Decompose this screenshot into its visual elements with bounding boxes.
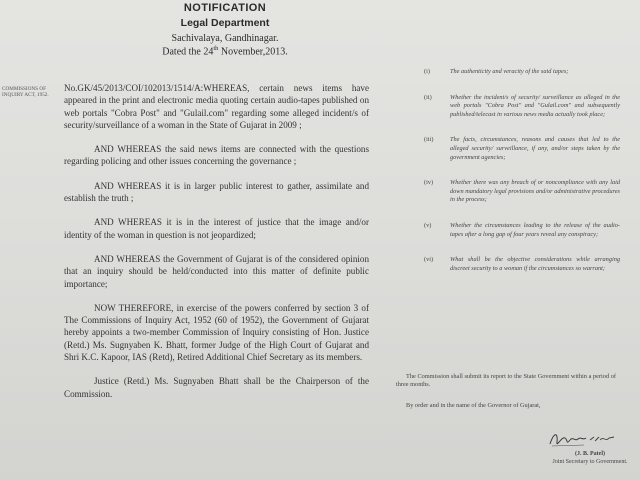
signer-block	[550, 451, 630, 467]
notification-header	[120, 2, 330, 57]
closing-block	[396, 373, 616, 422]
term-text: The authenticity and veracity of the said tapes;	[450, 68, 569, 75]
margin-note: COMMISSIONS OF INQUIRY ACT, 1952.	[2, 86, 49, 99]
term-number: (vi)	[424, 256, 434, 264]
signer-title: Joint Secretary to Government.	[552, 458, 628, 465]
reference-number: No.GK/45/2013/COI/102013/1514/A:	[64, 83, 204, 93]
issuing-place: Sachivalaya, Gandhinagar.	[171, 33, 279, 44]
term-item	[424, 68, 620, 77]
term-number: (iv)	[424, 179, 434, 187]
term-item	[424, 94, 620, 120]
date-prefix: Dated the	[162, 46, 201, 58]
date-suffix: th	[213, 45, 219, 52]
term-text: The facts, circumstances, reasons and causes that led to the alleged security/ surveillance, if any, and/or steps taken by the government agencies;	[450, 136, 620, 161]
paragraph-2: AND WHEREAS the said news items are connected with the questions regarding policing and other issues concerning the governance ;	[64, 144, 369, 167]
term-text: Whether there was any breach of or noncompliance with any laid down mandatory legal provisions and/or administrative procedures in the process;	[450, 179, 621, 204]
paragraph-5: AND WHEREAS the Government of Gujarat is of the considered opinion that an inquiry should be held/conducted into this matter of definite public importance;	[64, 253, 369, 289]
term-text: Whether the incident/s of security/ surveillance as alleged in the web portals "Cobra Post" and "Gulail.com" and subsequently published/telecast in various news media actually took place;	[450, 93, 620, 118]
date-rest: November,2013.	[220, 46, 288, 58]
term-text: What shall be the objective considerations while arranging discreet security to a woman if the circumstances so warrant;	[450, 256, 620, 272]
paragraph-6: NOW THEREFORE, in exercise of the powers conferred by section 3 of The Commissions of Inquiry Act, 1952 (60 of 1952), the Government of Gujarat hereby appoints a two-member Commission of Inquiry consisting of Hon. Justice (Retd.) Ms. Sugnyaben K. Bhatt, former Judge of the High Court of Gujarat and Shri K.C. Kapoor, IAS (Retd), Retired Additional Chief Secretary as its members.	[64, 302, 369, 363]
paragraph-1	[64, 82, 369, 131]
department-name: Legal Department	[180, 17, 270, 29]
paragraph-3: AND WHEREAS it is in larger public interest to gather, assimilate and establish the truth ;	[64, 180, 369, 204]
notification-title: NOTIFICATION	[183, 2, 267, 14]
paragraph-4: AND WHEREAS it is in the interest of justice that the image and/or identity of the woman in question is not jeopardized;	[64, 217, 369, 240]
term-number: (v)	[424, 221, 432, 229]
report-clause: The Commission shall submit its report to the State Government within a period of three months.	[396, 373, 616, 389]
term-number: (ii)	[424, 93, 432, 101]
term-item	[424, 179, 620, 205]
signer-name: (J. B. Patel)	[575, 451, 605, 457]
paragraph-text: WHEREAS, certain news items have appeared in the print and electronic media quoting certain audio-tapes published on web portals "Cobra Post" and "Gulail.com" regarding some alleged incident/s of security/surveillance of a woman in the State of Gujarat in 2009 ;	[64, 83, 369, 130]
term-number: (iii)	[424, 136, 434, 144]
handwritten-signature	[548, 428, 618, 450]
term-item	[424, 222, 620, 239]
paragraph-7: Justice (Retd.) Ms. Sugnyaben Bhatt shall be the Chairperson of the Commission.	[64, 376, 369, 399]
term-item	[424, 256, 620, 273]
date-day: 24	[203, 46, 214, 58]
term-number: (i)	[424, 68, 430, 75]
term-text: Whether the circumstances leading to the release of the audio-tapes after a long gap of four years reveal any conspiracy;	[450, 221, 620, 238]
issue-date	[120, 45, 330, 57]
preamble-column	[64, 82, 369, 412]
order-line: By order and in the name of the Governor of Gujarat,	[406, 401, 541, 409]
terms-of-reference	[424, 68, 620, 290]
term-item	[424, 136, 620, 162]
